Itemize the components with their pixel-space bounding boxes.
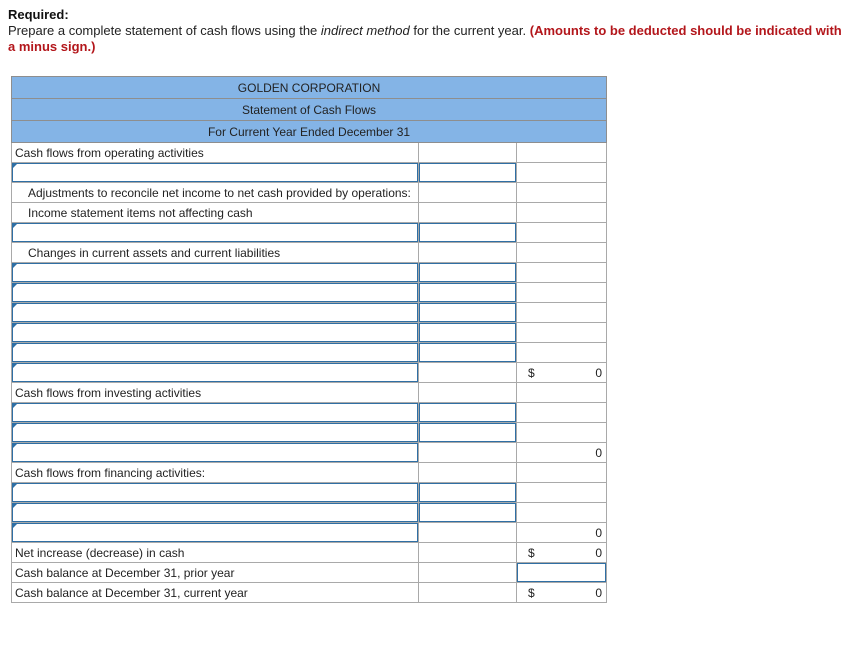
table-row xyxy=(12,443,607,463)
change-amount-input[interactable] xyxy=(419,323,517,343)
investing-section-label: Cash flows from investing activities xyxy=(12,383,419,403)
empty-cell xyxy=(419,363,517,383)
financing-amount-input[interactable] xyxy=(419,483,517,503)
input-border xyxy=(517,563,606,582)
input-border xyxy=(12,343,418,362)
input-border xyxy=(12,443,418,462)
dropdown-indicator-icon xyxy=(12,163,18,169)
empty-cell xyxy=(517,343,607,363)
empty-cell xyxy=(517,243,607,263)
empty-cell xyxy=(517,283,607,303)
input-border xyxy=(419,423,516,442)
table-row xyxy=(12,163,607,183)
operating-total-label-input[interactable] xyxy=(12,363,419,383)
input-border xyxy=(419,223,516,242)
table-row xyxy=(12,543,607,563)
dropdown-indicator-icon xyxy=(12,223,18,229)
empty-cell xyxy=(419,443,517,463)
table-row xyxy=(12,283,607,303)
operating-total-cell xyxy=(517,363,607,383)
header-row xyxy=(12,77,607,99)
empty-cell xyxy=(517,483,607,503)
input-border xyxy=(419,163,516,182)
cash-current-value: 0 xyxy=(595,585,603,600)
change-amount-input[interactable] xyxy=(419,283,517,303)
input-border xyxy=(12,163,418,182)
change-label-input[interactable] xyxy=(12,283,419,303)
statement-title xyxy=(12,99,607,121)
input-border xyxy=(419,263,516,282)
input-border xyxy=(419,403,516,422)
change-amount-input[interactable] xyxy=(419,343,517,363)
instructions-italic: indirect method xyxy=(320,23,410,38)
minus-sign-note: (Amounts to be deducted should be indicated with a minus sign.) xyxy=(8,23,842,54)
net-increase-value: 0 xyxy=(595,545,603,560)
change-amount-input[interactable] xyxy=(419,263,517,283)
statement-period xyxy=(12,121,607,143)
dropdown-indicator-icon xyxy=(12,423,18,429)
empty-cell xyxy=(419,543,517,563)
input-border xyxy=(12,483,418,502)
input-border xyxy=(12,263,418,282)
net-increase-label: Net increase (decrease) in cash xyxy=(12,543,419,563)
input-border xyxy=(12,323,418,342)
input-border xyxy=(419,503,516,522)
change-amount-input[interactable] xyxy=(419,303,517,323)
investing-total-cell xyxy=(517,443,607,463)
adjustments-label: Adjustments to reconcile net income to net cash provided by operations: xyxy=(12,183,419,203)
instructions-text-part-2: for the current year. xyxy=(409,23,530,38)
table-row xyxy=(12,243,607,263)
company-name xyxy=(12,77,607,99)
empty-cell xyxy=(517,183,607,203)
operating-total-value: 0 xyxy=(595,365,603,380)
dropdown-indicator-icon xyxy=(12,363,18,369)
operating-section-label: Cash flows from operating activities xyxy=(12,143,419,163)
financing-amount-input[interactable] xyxy=(419,503,517,523)
income-item-amount-input[interactable] xyxy=(419,223,517,243)
table-row xyxy=(12,383,607,403)
table-row xyxy=(12,403,607,423)
empty-cell xyxy=(517,383,607,403)
investing-amount-input[interactable] xyxy=(419,423,517,443)
table-row xyxy=(12,323,607,343)
dropdown-indicator-icon xyxy=(12,323,18,329)
cash-flow-table xyxy=(11,76,607,603)
empty-cell xyxy=(517,403,607,423)
input-border xyxy=(12,223,418,242)
financing-total-cell xyxy=(517,523,607,543)
empty-cell xyxy=(419,383,517,403)
table-row xyxy=(12,223,607,243)
empty-cell xyxy=(419,523,517,543)
dropdown-indicator-icon xyxy=(12,283,18,289)
dropdown-indicator-icon xyxy=(12,263,18,269)
table-row xyxy=(12,503,607,523)
investing-total-label-input[interactable] xyxy=(12,443,419,463)
input-border xyxy=(419,343,516,362)
empty-cell xyxy=(517,203,607,223)
input-border xyxy=(12,523,418,542)
empty-cell xyxy=(517,143,607,163)
input-border xyxy=(12,503,418,522)
financing-label-input[interactable] xyxy=(12,483,419,503)
income-items-label: Income statement items not affecting cash xyxy=(12,203,419,223)
dollar-sign: $ xyxy=(528,545,535,560)
financing-section-label: Cash flows from financing activities: xyxy=(12,463,419,483)
financing-total-value: 0 xyxy=(595,525,603,540)
input-border xyxy=(12,423,418,442)
empty-cell xyxy=(419,583,517,603)
header-row xyxy=(12,99,607,121)
table-row xyxy=(12,143,607,163)
empty-cell xyxy=(419,243,517,263)
cash-current-label: Cash balance at December 31, current year xyxy=(12,583,419,603)
table-row xyxy=(12,483,607,503)
empty-cell xyxy=(517,463,607,483)
empty-cell xyxy=(419,143,517,163)
empty-cell xyxy=(419,203,517,223)
header-row xyxy=(12,121,607,143)
table-row xyxy=(12,303,607,323)
dropdown-indicator-icon xyxy=(12,503,18,509)
empty-cell xyxy=(419,183,517,203)
table-row xyxy=(12,583,607,603)
empty-cell xyxy=(517,223,607,243)
investing-label-input[interactable] xyxy=(12,403,419,423)
input-border xyxy=(419,483,516,502)
empty-cell xyxy=(517,423,607,443)
change-label-input[interactable] xyxy=(12,323,419,343)
input-border xyxy=(419,283,516,302)
table-row xyxy=(12,363,607,383)
empty-cell xyxy=(517,503,607,523)
financing-total-label-input[interactable] xyxy=(12,523,419,543)
changes-label: Changes in current assets and current liabilities xyxy=(12,243,419,263)
empty-cell xyxy=(517,263,607,283)
input-border xyxy=(12,403,418,422)
dropdown-indicator-icon xyxy=(12,443,18,449)
change-label-input[interactable] xyxy=(12,343,419,363)
change-label-input[interactable] xyxy=(12,263,419,283)
investing-total-value: 0 xyxy=(595,445,603,460)
dropdown-indicator-icon xyxy=(12,403,18,409)
dollar-sign: $ xyxy=(528,585,535,600)
empty-cell xyxy=(517,323,607,343)
empty-cell xyxy=(517,163,607,183)
instructions-text-part: Prepare a complete statement of cash flows using the xyxy=(8,23,321,38)
statement-period-text: For Current Year Ended December 31 xyxy=(207,124,411,139)
cash-prior-amount-input[interactable] xyxy=(517,563,607,583)
dropdown-indicator-icon xyxy=(12,523,18,529)
input-border xyxy=(12,363,418,382)
table-row xyxy=(12,463,607,483)
required-label: Required: xyxy=(8,7,69,22)
net-increase-cell xyxy=(517,543,607,563)
empty-cell xyxy=(419,463,517,483)
dollar-sign: $ xyxy=(528,365,535,380)
table-row xyxy=(12,263,607,283)
input-border xyxy=(419,323,516,342)
statement-title-text: Statement of Cash Flows xyxy=(241,102,377,117)
empty-cell xyxy=(517,303,607,323)
operating-label-input[interactable] xyxy=(12,163,419,183)
instructions-text xyxy=(8,23,848,55)
empty-cell xyxy=(419,563,517,583)
table-row xyxy=(12,523,607,543)
table-row xyxy=(12,343,607,363)
dropdown-indicator-icon xyxy=(12,303,18,309)
dropdown-indicator-icon xyxy=(12,483,18,489)
input-border xyxy=(12,303,418,322)
instructions xyxy=(8,7,848,55)
operating-amount-input[interactable] xyxy=(419,163,517,183)
company-name-text: GOLDEN CORPORATION xyxy=(237,80,381,95)
financing-label-input[interactable] xyxy=(12,503,419,523)
change-label-input[interactable] xyxy=(12,303,419,323)
dropdown-indicator-icon xyxy=(12,343,18,349)
table-row xyxy=(12,183,607,203)
cash-current-cell xyxy=(517,583,607,603)
cash-prior-label: Cash balance at December 31, prior year xyxy=(12,563,419,583)
investing-label-input[interactable] xyxy=(12,423,419,443)
investing-amount-input[interactable] xyxy=(419,403,517,423)
table-row xyxy=(12,563,607,583)
table-row xyxy=(12,423,607,443)
input-border xyxy=(12,283,418,302)
income-item-label-input[interactable] xyxy=(12,223,419,243)
table-row xyxy=(12,203,607,223)
input-border xyxy=(419,303,516,322)
